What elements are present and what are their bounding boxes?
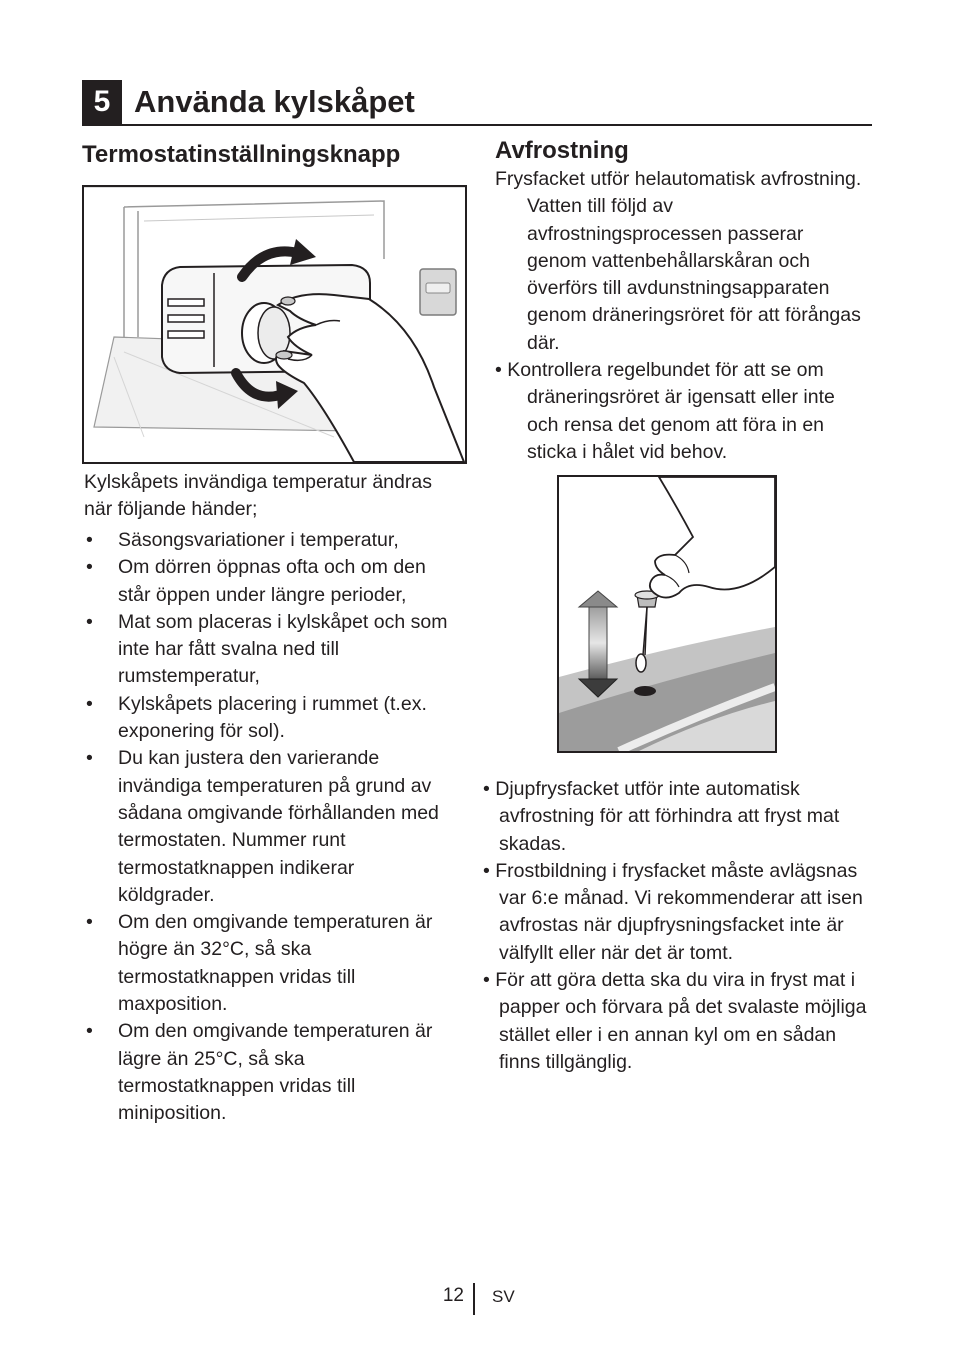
bullet-icon: •	[86, 911, 93, 934]
defrost-paragraph: Frysfacket utför helautomatisk avfrostning. Vatten till följd av avfrostningsprocessen passerar genom vattenbehållarskåran och överförs till avdunstningsapparaten genom dräneringsröret för att förångas där.	[495, 168, 862, 354]
list-item: • Djupfrysfacket utför inte automatisk avfrostning för att förhindra att fryst mat skadas.	[483, 778, 840, 855]
bullet-icon: •	[86, 529, 93, 551]
list-item: • Frostbildning i frysfacket måste avlägsnas var 6:e månad. Vi rekommenderar att isen avfrostas när djupfrysningsfacket inte är välfyllt eller när det är tomt.	[483, 859, 863, 964]
list-item: • För att göra detta ska du vira in fryst mat i papper och förvara på det svalaste möjliga stället eller i en annan kyl om en sådan finns tillgänglig.	[483, 969, 867, 1073]
page-number: 12	[442, 1285, 464, 1306]
bullet-icon: •	[86, 1020, 93, 1043]
list-item: • Du kan justera den varierande invändiga temperaturen på grund av sådana omgivande förhållanden med termostaten. Nummer runt termostatknappen indikerar köldgrader.	[86, 747, 439, 906]
section-title: Använda kylskåpet	[134, 84, 415, 119]
defrost-heading: Avfrostning	[495, 137, 629, 164]
thermostat-intro	[84, 469, 454, 524]
defrost-text	[495, 166, 865, 466]
bullet-icon: •	[86, 747, 93, 770]
thermostat-heading: Termostatinställningsknapp	[82, 141, 401, 168]
drain-hole-illustration	[557, 475, 777, 753]
right-bullet-list	[483, 776, 867, 1076]
list-item: • Om dörren öppnas ofta och om den står öppen under längre perioder,	[86, 556, 426, 606]
left-bullet-list	[84, 527, 456, 1128]
list-item: • Kylskåpets placering i rummet (t.ex. exponering för sol).	[86, 692, 427, 743]
page-footer	[0, 1283, 954, 1315]
thermostat-illustration	[82, 185, 467, 464]
list-item: • Mat som placeras i kylskåpet och som inte har fått svalna ned till rumstemperatur,	[86, 610, 448, 688]
bullet-icon: •	[86, 610, 93, 633]
footer-divider	[473, 1283, 475, 1315]
bullet-icon: •	[86, 692, 93, 715]
list-item: • Om den omgivande temperaturen är högre än 32°C, så ska termostatknappen vridas till maxposition.	[86, 911, 433, 1016]
section-header	[82, 80, 872, 126]
language-code: SV	[492, 1287, 515, 1306]
intro-paragraph: Kylskåpets invändiga temperatur ändras när följande händer;	[84, 471, 432, 521]
bullet-icon: •	[86, 556, 93, 579]
defrost-bullet-1: • Kontrollera regelbundet för att se om dräneringsröret är igensatt eller inte och rensa det genom att föra in en sticka i hålet vid behov.	[495, 359, 835, 463]
section-number: 5	[82, 80, 122, 124]
list-item: • Om den omgivande temperaturen är lägre än 25°C, så ska termostatknappen vridas till miniposition.	[86, 1020, 433, 1125]
list-item: • Säsongsvariationer i temperatur,	[84, 527, 456, 554]
